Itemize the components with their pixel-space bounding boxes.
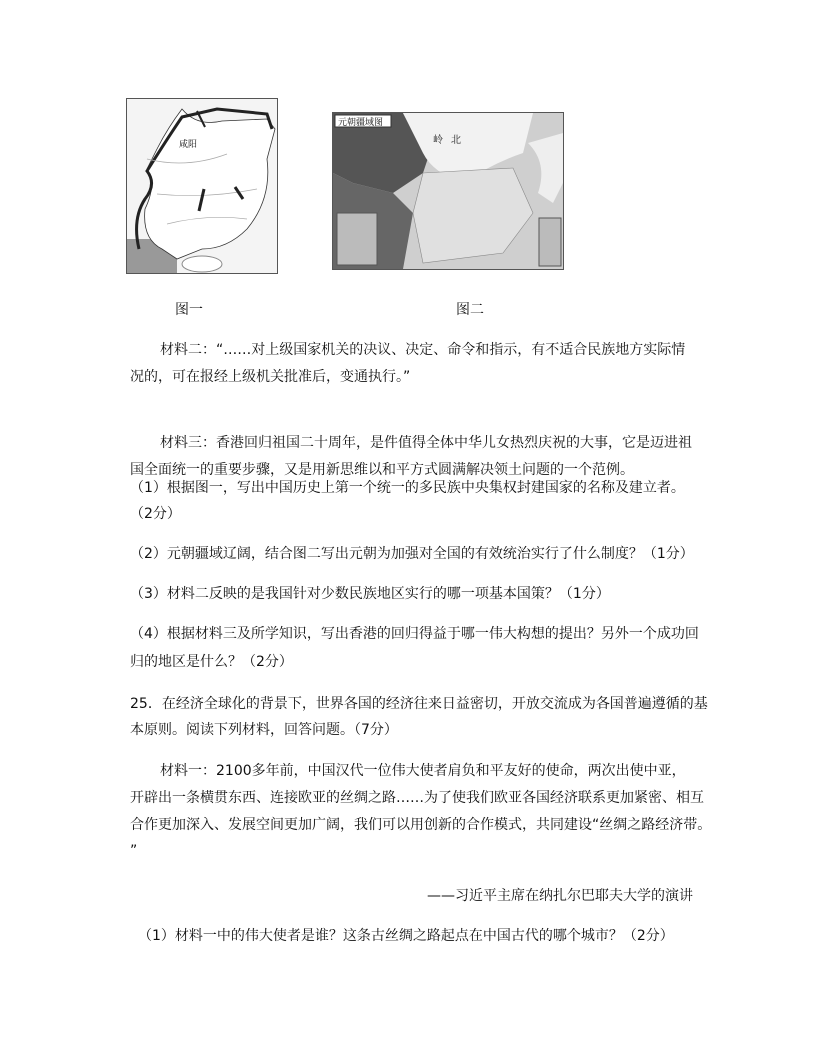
q25-material-1-line: 材料一：2100多年前，中国汉代一位伟大使者肩负和平友好的使命，两次出使中亚， xyxy=(160,763,686,779)
figure-2-caption: 图二 xyxy=(456,302,484,318)
map-label-xianyang: 咸阳 xyxy=(179,140,198,150)
qin-territory-map-graphic xyxy=(127,99,277,273)
yuan-territory-map-graphic xyxy=(333,113,563,269)
question-24-3: （3）材料二反映的是我国针对少数民族地区实行的哪一项基本国策？（1分） xyxy=(130,586,610,602)
figure-1-qin-map xyxy=(126,98,278,274)
question-24-1-score: （2分） xyxy=(130,506,181,522)
material-2-line: 材料二：“……对上级国家机关的决议、决定、命令和指示，有不适合民族地方实际情 xyxy=(160,342,686,358)
map-title: 元朝疆域图 xyxy=(338,118,384,128)
figure-1-caption: 图一 xyxy=(175,302,203,318)
question-25-intro: 25．在经济全球化的背景下，世界各国的经济往来日益密切，开放交流成为各国普遍遵循的基 xyxy=(130,696,708,712)
question-25-intro-cont: 本原则。阅读下列材料，回答问题。（7分） xyxy=(130,722,398,738)
material-3-line: 材料三：香港回归祖国二十周年，是件值得全体中华儿女热烈庆祝的大事，它是迈进祖 xyxy=(160,435,692,451)
q25-material-1-line: 开辟出一条横贯东西、连接欧亚的丝绸之路……为了使我们欧亚各国经济联系更加紧密、相互 xyxy=(130,790,704,806)
question-24-2: （2）元朝疆域辽阔，结合图二写出元朝为加强对全国的有效统治实行了什么制度？（1分） xyxy=(130,546,694,562)
question-25-1: （1）材料一中的伟大使者是谁？这条古丝绸之路起点在中国古代的哪个城市？（2分） xyxy=(138,928,674,944)
map-label-lingbei: 岭北 xyxy=(433,135,469,146)
q25-source-attribution: ——习近平主席在纳扎尔巴耶夫大学的演讲 xyxy=(427,888,693,904)
question-24-1: （1）根据图一，写出中国历史上第一个统一的多民族中央集权封建国家的名称及建立者。 xyxy=(130,480,685,496)
question-24-4-cont: 归的地区是什么？（2分） xyxy=(130,654,293,670)
material-2-line: 况的，可在报经上级机关批准后，变通执行。” xyxy=(130,369,411,385)
question-24-4: （4）根据材料三及所学知识，写出香港的回归得益于哪一伟大构想的提出？另外一个成功回 xyxy=(130,626,699,642)
q25-material-1-line: 合作更加深入、发展空间更加广阔，我们可以用创新的合作模式，共同建设“丝绸之路经济带。 xyxy=(130,817,712,833)
figure-2-yuan-map xyxy=(332,112,564,270)
material-3-line: 国全面统一的重要步骤，又是用新思维以和平方式圆满解决领土问题的一个范例。 xyxy=(130,462,634,478)
q25-material-1-line: ” xyxy=(130,843,138,859)
